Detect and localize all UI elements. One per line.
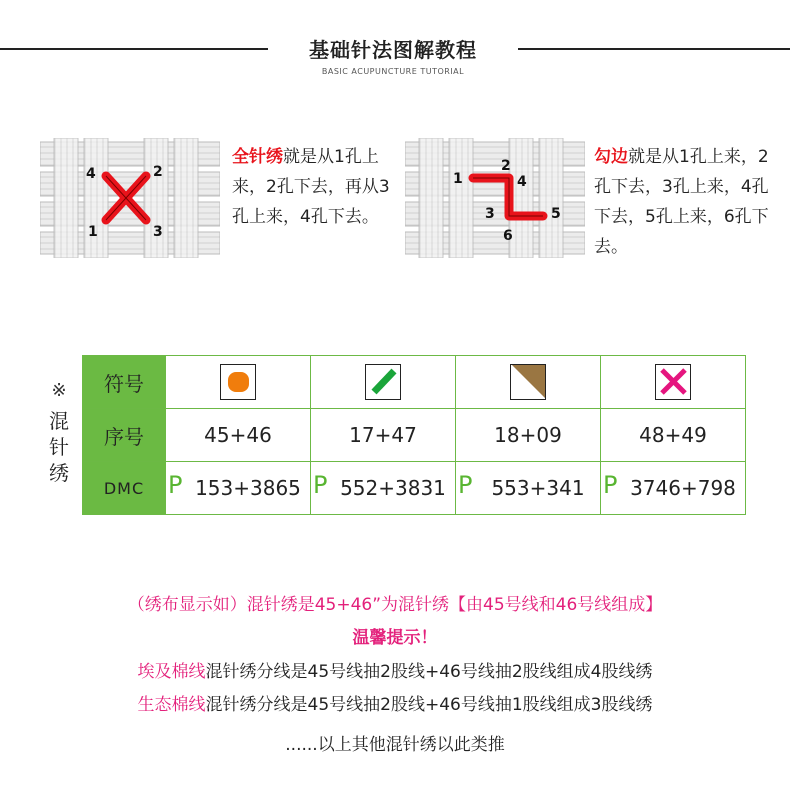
hole-label-4: 4 bbox=[86, 166, 96, 182]
number-cell: 17+47 bbox=[311, 409, 456, 462]
number-cell: 18+09 bbox=[456, 409, 601, 462]
cross-stitch-diagram bbox=[40, 138, 220, 258]
table-row-number bbox=[83, 409, 746, 462]
hole-label-6: 6 bbox=[503, 228, 513, 244]
symbol-cell bbox=[456, 356, 601, 409]
green-slash-icon bbox=[365, 364, 401, 400]
dmc-cell bbox=[601, 462, 746, 515]
dmc-value: 153+3865 bbox=[195, 476, 301, 500]
etc-note: ......以上其他混针绣以此类推 bbox=[285, 735, 505, 755]
dmc-prefix: P bbox=[168, 471, 183, 499]
eco-cotton-text: 混针绣分线是45号线抽2股线+46号线抽1股线组成3股线绣 bbox=[205, 695, 653, 715]
table-row-dmc bbox=[83, 462, 746, 515]
dmc-value: 553+341 bbox=[491, 476, 585, 500]
hole-label-1: 1 bbox=[88, 224, 98, 240]
reference-mark-icon: ※ bbox=[51, 380, 67, 401]
back-stitch-description bbox=[594, 142, 769, 262]
dmc-cell bbox=[166, 462, 311, 515]
brown-triangle-icon bbox=[510, 364, 546, 400]
cross-stitch-description bbox=[232, 142, 402, 232]
mixed-stitch-table bbox=[82, 355, 746, 515]
mixed-stitch-explanation: （绣布显示如）混针绣是45+46”为混针绣【由45号线和46号线组成】 bbox=[127, 595, 663, 615]
hole-label-2: 2 bbox=[501, 158, 511, 174]
mixed-stitch-label: 混针绣 bbox=[49, 409, 69, 485]
cross-stitch-text: 就是从1孔上来，2孔下去，再从3孔上来，4孔下去。 bbox=[232, 147, 390, 227]
dmc-cell bbox=[311, 462, 456, 515]
dmc-prefix: P bbox=[603, 471, 618, 499]
eco-cotton-note bbox=[0, 690, 790, 715]
back-stitch-term: 勾边 bbox=[594, 147, 628, 167]
hole-label-2: 2 bbox=[153, 164, 163, 180]
row-header-number: 序号 bbox=[83, 409, 166, 462]
symbol-cell bbox=[311, 356, 456, 409]
weave-grid-2 bbox=[405, 138, 585, 258]
hole-label-3: 3 bbox=[485, 206, 495, 222]
header-rule-right bbox=[518, 48, 790, 50]
dmc-cell bbox=[456, 462, 601, 515]
eco-cotton-term: 生态棉线 bbox=[137, 695, 206, 715]
back-stitch-diagram bbox=[405, 138, 585, 258]
egyptian-cotton-text: 混针绣分线是45号线抽2股线+46号线抽2股线组成4股线绣 bbox=[205, 662, 653, 682]
hole-label-3: 3 bbox=[153, 224, 163, 240]
symbol-cell bbox=[166, 356, 311, 409]
hole-label-5: 5 bbox=[551, 206, 561, 222]
magenta-cross-icon bbox=[655, 364, 691, 400]
egyptian-cotton-term: 埃及棉线 bbox=[137, 662, 206, 682]
number-cell: 48+49 bbox=[601, 409, 746, 462]
dmc-prefix: P bbox=[313, 471, 328, 499]
dmc-value: 552+3831 bbox=[340, 476, 446, 500]
mixed-stitch-side-label bbox=[46, 378, 72, 486]
row-header-dmc: DMC bbox=[83, 462, 166, 515]
header-rule-left bbox=[0, 48, 268, 50]
page-title: 基础针法图解教程 bbox=[309, 38, 477, 62]
page-subtitle: BASIC ACUPUNCTURE TUTORIAL bbox=[321, 67, 465, 76]
dmc-prefix: P bbox=[458, 471, 473, 499]
hole-label-1: 1 bbox=[453, 171, 463, 187]
warm-tip-heading: 温馨提示！ bbox=[352, 628, 438, 648]
row-header-symbol: 符号 bbox=[83, 356, 166, 409]
dmc-value: 3746+798 bbox=[630, 476, 736, 500]
hole-label-4: 4 bbox=[517, 174, 527, 190]
weave-grid-1 bbox=[40, 138, 220, 258]
back-stitch-text: 就是从1孔上来，2孔下去，3孔上来，4孔下去，5孔上来，6孔下去。 bbox=[594, 147, 769, 257]
number-cell: 45+46 bbox=[166, 409, 311, 462]
egyptian-cotton-note bbox=[0, 657, 790, 682]
cross-stitch-term: 全针绣 bbox=[232, 147, 283, 167]
table-row-symbol bbox=[83, 356, 746, 409]
symbol-cell bbox=[601, 356, 746, 409]
orange-circle-icon bbox=[220, 364, 256, 400]
